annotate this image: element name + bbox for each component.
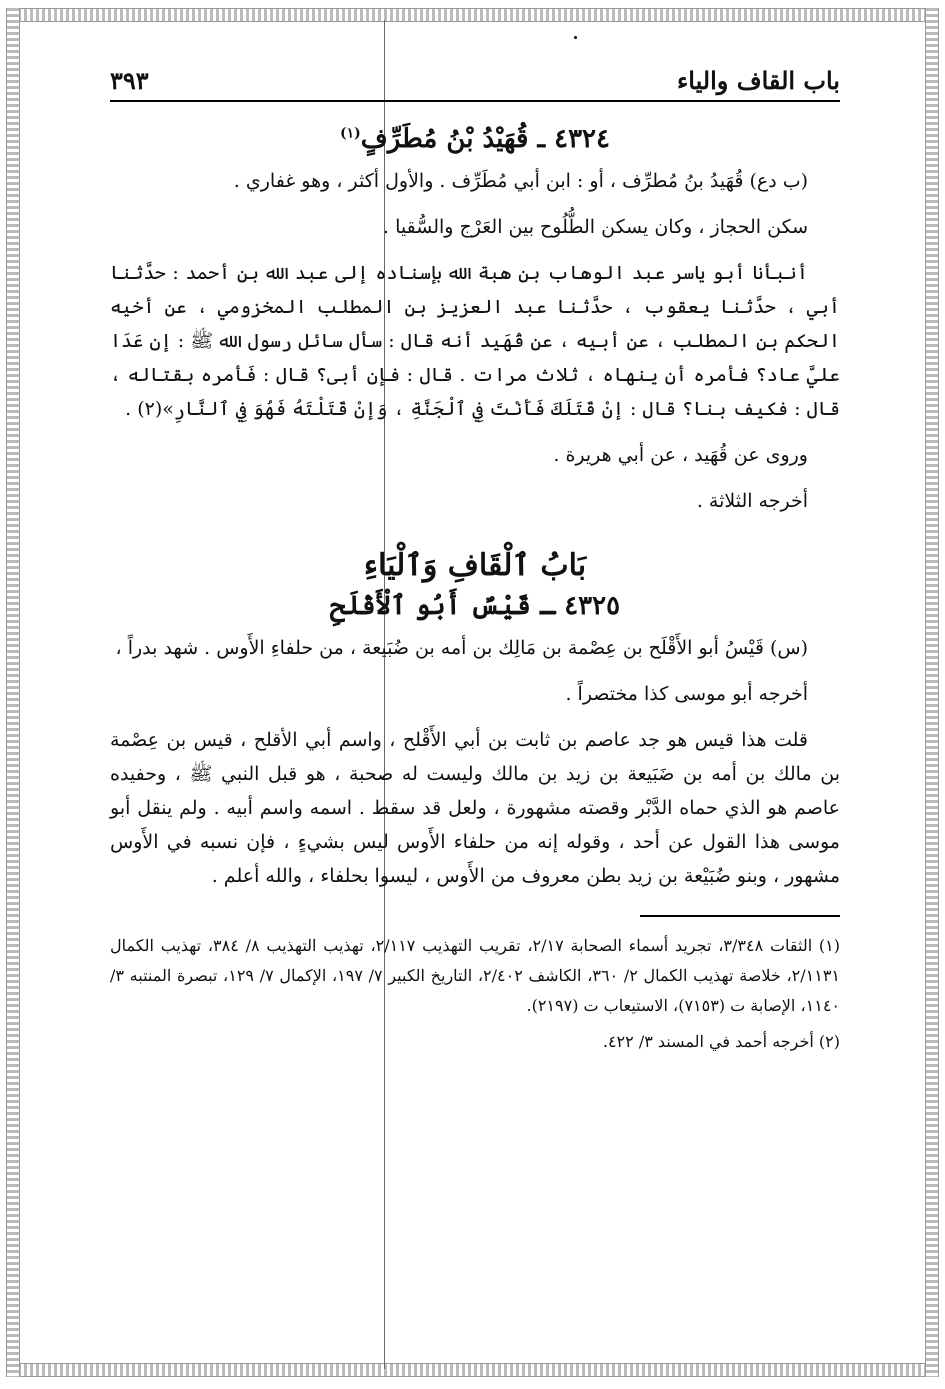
page-number: ٣٩٣ <box>110 66 149 95</box>
footnote-2: (٢) أخرجه أحمد في المسند ٣/ ٤٢٢. <box>602 1032 840 1051</box>
entry-title-4324 <box>110 124 840 154</box>
entry-4324-paragraph-4: وروى عن قُهَيد ، عن أبي هريرة . <box>553 444 808 466</box>
ornamental-border-bottom <box>18 1363 927 1377</box>
entry-4325-paragraph-2: أخرجه أبو موسى كذا مختصراً . <box>565 683 808 705</box>
entry-title-4324-text: ٤٣٢٤ ـ قُهَيْدُ بْنُ مُطَرِّفٍ <box>360 124 610 154</box>
footnote-ref-1: (١) <box>340 125 361 142</box>
entry-title-4325: ٤٣٢٥ ـ قَيْسٌ أَبُو ٱلْأَقْلَحِ <box>329 591 621 621</box>
ornamental-border-right <box>925 8 939 1377</box>
scan-dot <box>574 36 577 39</box>
entry-4324-paragraph-5: أخرجه الثلاثة . <box>696 490 808 512</box>
entry-4324-paragraph-3: أنبأنا أبو ياسر عبد الوهاب بن هبة الله بإسناده إلى عبد الله بن أحمد : حدَّثنا أبي ، حدَّثنا يعقوب ، حدَّثنا عبد العزيز بن المطلب المخزومي ، عن أخيه الحكم بن المطلب ، عن أبيه ، عن قُهَيد أنه قال : سأل سائل رسول الله ﷺ : إن عَدَا عليَّ عاد؟ فأمره أن ينهاه ، ثلاث مرات . قال : فإن أبى؟ قال : فَأمره بقتاله ، قال : فكيف بنا؟ قال : إنْ قَتَلَكَ فَأَنْتَ فِي ٱلْجَنَّةِ ، وَإنْ قَتَلْتَهُ فَهُوَ فِي ٱلنَّارِ»(٢) . <box>110 262 840 420</box>
footnote-divider <box>640 915 840 917</box>
chapter-title: بَابُ ٱلْقَافِ وَٱلْيَاءِ <box>363 548 587 583</box>
running-head <box>110 60 840 102</box>
ornamental-border-top <box>18 8 927 22</box>
running-head-title: باب القاف والياء <box>676 66 840 95</box>
entry-4324-paragraph-1: (ب دع) قُهَيدُ بنُ مُطرِّف ، أو : ابن أبي مُطَرِّف . والأول أكثر ، وهو غفاري . <box>233 170 808 192</box>
entry-4325-paragraph-1: (س) قَيْسُ أبو الأَقْلَح بن عِصْمة بن مَالِك بن أمه بن ضُبَيعة ، من حلفاءِ الأَوس . شهد بدراً ، <box>115 637 808 659</box>
entry-4324-paragraph-2: سكن الحجاز ، وكان يسكن الطُّلُوح بين العَرْج والسُّقيا . <box>383 216 808 238</box>
book-page <box>110 60 840 1350</box>
footnote-1: (١) الثقات ٣/٣٤٨، تجريد أسماء الصحابة ٢/١٧، تقريب التهذيب ٢/١١٧، تهذيب التهذيب ٨/ ٣٨٤، تهذيب الكمال ٢/١١٣١، خلاصة تهذيب الكمال ٢/ ٣٦٠، الكاشف ٢/٤٠٢، التاريخ الكبير ٧/ ١٩٧، الإكمال ٧/ ١٢٩، تبصرة المنتبه ٣/ ١١٤٠، الإصابة ت (٧١٥٣)، الاستيعاب ت (٢١٩٧). <box>110 936 841 1015</box>
ornamental-border-left <box>6 8 20 1377</box>
entry-4325-paragraph-3: قلت هذا قيس هو جد عاصم بن ثابت بن أبي الأَقْلح ، واسم أبي الأقلح ، قيس بن عِصْمة بن مالك بن أمه بن ضَبَيعة بن زيد بن مالك وليست له صحبة ، هو قبل النبي ﷺ ، وحفيده عاصم هو الذي حماه الدَّبْر وقصته مشهورة ، ولعل قد سقط . اسمه واسم أبيه . ولم ينقل أبو موسى هذا القول عن أحد ، وقوله إنه من حلفاء الأَوس ليس بشيءٍ ، فإن نسبه في الأَوس مشهور ، وبنو ضُبَيْعة بن زيد بطن معروف من الأَوس ، ليسوا بحلفاء ، والله أعلم . <box>110 729 840 887</box>
